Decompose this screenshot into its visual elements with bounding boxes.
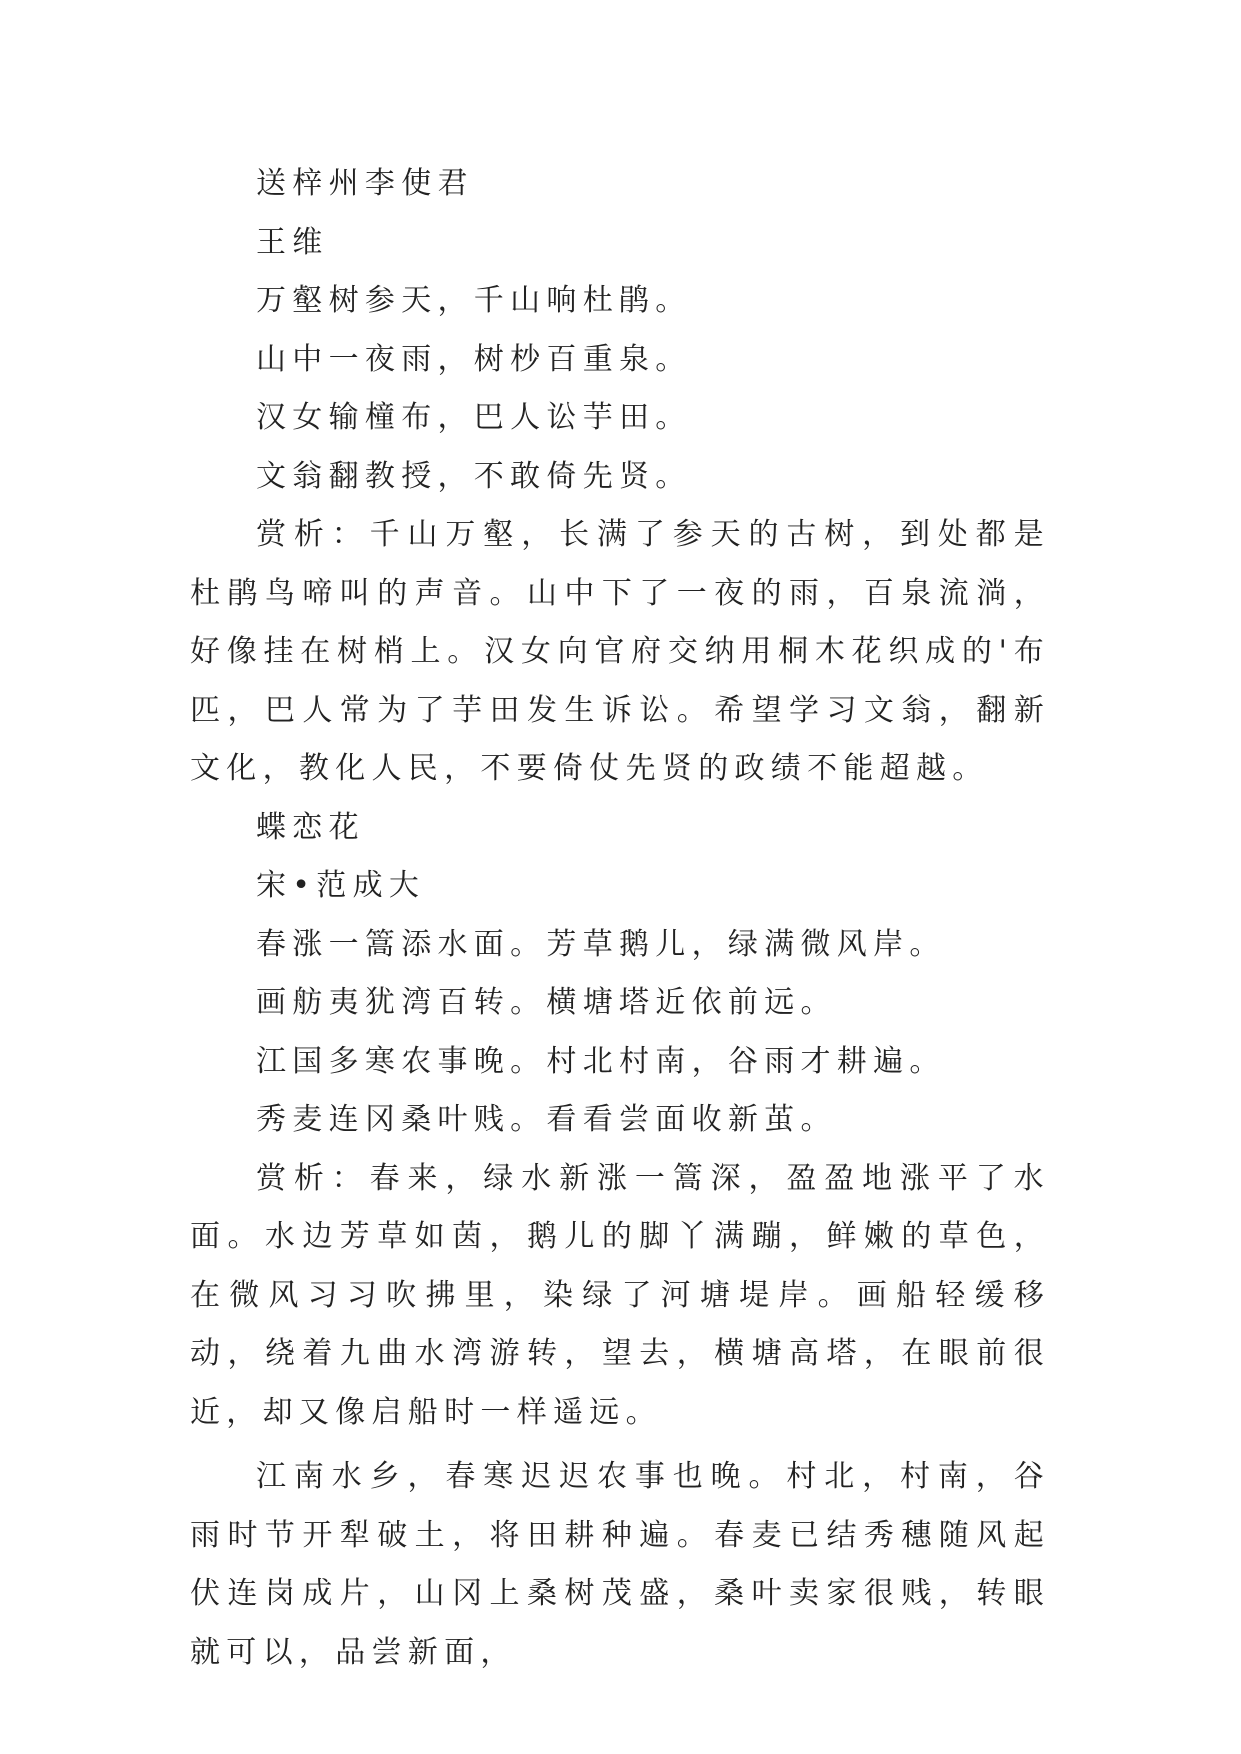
poem-author: 宋•范成大 [256,868,426,903]
poem-line: 山中一夜雨，树杪百重泉。 [256,341,692,377]
poem-line: 万壑树参天，千山响杜鹃。 [256,283,692,318]
appreciation-paragraph: 赏析：千山万壑，长满了参天的古树，到处都是杜鹃鸟啼叫的声音。山中下了一夜的雨，百泉流淌，好像挂在树梢上。汉女向官府交纳用桐木花织成的'布匹，巴人常为了芋田发生诉讼。希望学习文翁，翻新文化，教化人民，不要倚仗先贤的政绩不能超越。 [190,517,1050,786]
appreciation-paragraph: 赏析：春来，绿水新涨一篙深，盈盈地涨平了水面。水边芳草如茵，鹅儿的脚丫满蹦，鲜嫩的草色，在微风习习吹拂里，染绿了河塘堤岸。画船轻缓移动，绕着九曲水湾游转，望去，横塘高塔，在眼前很近，却又像启船时一样遥远。 [190,1160,1050,1430]
poem-line: 汉女输橦布，巴人讼芋田。 [256,400,692,435]
appreciation-paragraph: 江南水乡，春寒迟迟农事也晚。村北，村南，谷雨时节开犁破土，将田耕种遍。春麦已结秀穗随风起伏连岗成片，山冈上桑树茂盛，桑叶卖家很贱，转眼就可以，品尝新面， [190,1459,1050,1670]
poem-title: 蝶恋花 [256,809,365,845]
poem-line: 江国多寒农事晚。村北村南，谷雨才耕遍。 [256,1043,946,1079]
poem-title: 送梓州李使君 [256,166,474,201]
poem-line: 春涨一篙添水面。芳草鹅儿，绿满微风岸。 [256,926,946,962]
poem-line: 秀麦连冈桑叶贱。看看尝面收新茧。 [256,1102,837,1137]
poem-line: 画舫夷犹湾百转。横塘塔近依前远。 [256,985,837,1020]
poem-line: 文翁翻教授，不敢倚先贤。 [256,458,692,494]
document-page [190,155,1050,1682]
poem-author: 王维 [256,224,329,260]
